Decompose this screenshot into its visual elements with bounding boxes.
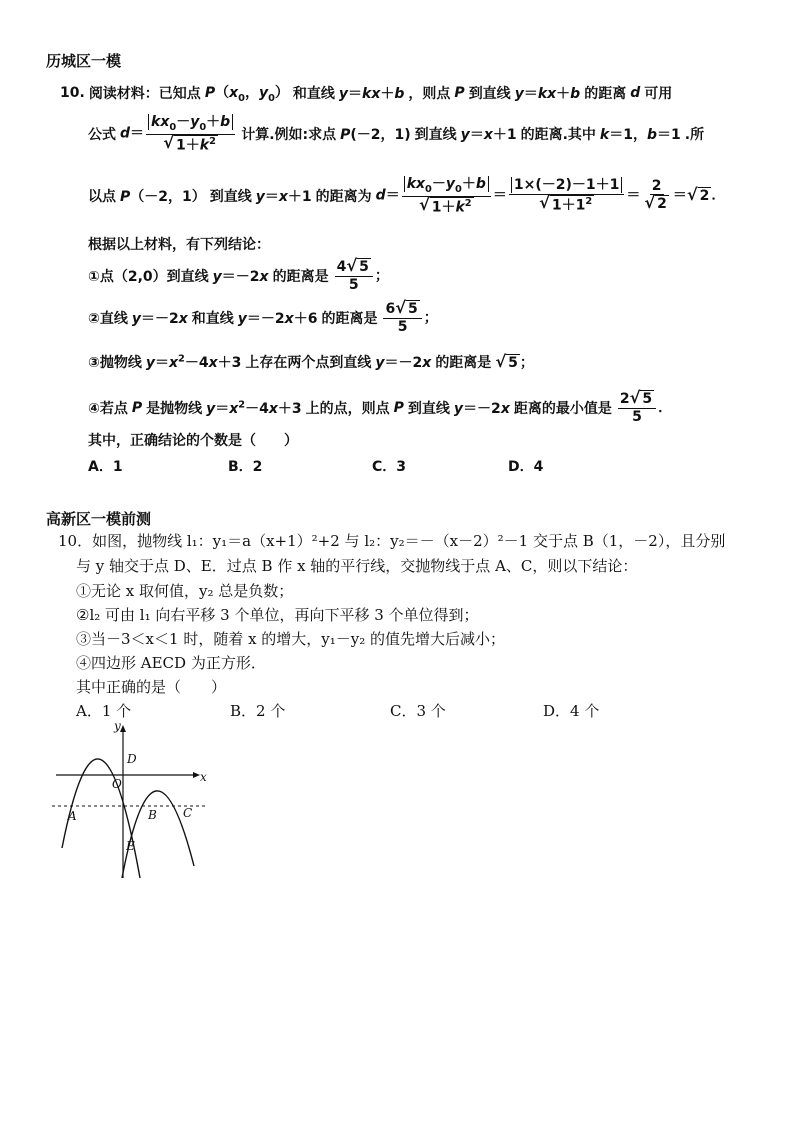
y-axis-arrow-icon — [120, 725, 126, 732]
s2-conclusion-2: ②l₂ 可由 l₁ 向右平移 3 个单位，再向下平移 3 个单位得到； — [76, 606, 479, 624]
s1-lead: 根据以上材料，有下列结论： — [88, 237, 270, 253]
example-computation: d＝ $kx_0-y_0+b$ √ $1+k^2$ ＝ 1×(－2)－1＋1 √ $1+1^2$ ＝ 2 √ 2 ＝ √ 2 ． — [375, 176, 726, 216]
label-o: O — [112, 777, 122, 791]
s2-question: 其中正确的是（ ） — [76, 678, 227, 696]
s1-intro-line: 10. 阅读材料：已知点 $P(x_0$，$y_0$） 和直线 y＝kx＋b ，则点 P 到直线 y＝kx＋b 的距离 d 可用 — [60, 84, 673, 104]
x-axis-arrow-icon — [193, 772, 200, 778]
label-e: E — [126, 839, 135, 853]
s2-option-b[interactable]: B．2 个 — [230, 702, 286, 720]
section1-heading: 历城区一模 — [46, 52, 122, 70]
s1-conclusion-2: ②直线 y＝－2x 和直线 y＝－2x＋6 的距离是 6 √ 5 5 ； — [88, 298, 438, 335]
label-x: x — [200, 770, 207, 784]
s2-conclusion-3: ③当－3＜x＜1 时，随着 x 的增大，y₁－y₂ 的值先增大后减小； — [76, 630, 506, 648]
s2-conclusion-1: ①无论 x 取何值，y₂ 总是负数； — [76, 582, 294, 600]
s1-conclusion-1: ①点（2,0）到直线 y＝－2x 的距离是 4 √ 5 5 ； — [88, 256, 389, 293]
s1-option-c[interactable]: C．3 — [372, 459, 407, 475]
label-b: B — [148, 808, 157, 822]
label-a: A — [68, 809, 77, 823]
s2-option-d[interactable]: D．4 个 — [543, 702, 600, 720]
parabola-figure — [50, 718, 210, 880]
s2-conclusion-4: ④四边形 AECD 为正方形． — [76, 654, 266, 672]
s2-line-1: 10．如图，抛物线 l₁：y₁＝a（x+1）²+2 与 l₂：y₂＝－（x－2）²－1 交于点 B（1，－2），且分别 — [58, 532, 726, 550]
s2-line-2: 与 y 轴交于点 D、E．过点 B 作 x 轴的平行线，交抛物线于点 A、C，则以下结论： — [76, 557, 638, 575]
s1-conclusion-4: ④若点 P 是抛物线 $y=x^2-4x+3$ 上的点，则点 P 到直线 y＝－2x 距离的最小值是 2 √ 5 5 ． — [88, 388, 673, 425]
distance-formula: d＝ $kx_0-y_0+b$ √ $1+k^2$ — [120, 114, 237, 153]
s1-option-a[interactable]: A．1 — [88, 459, 123, 475]
label-y: y — [114, 719, 121, 733]
s1-question-number: 10. — [60, 84, 85, 101]
s1-example-line: 以点 P（－2，1） 到直线 y＝x＋1 的距离为 d＝ $kx_0-y_0+b$ √ $1+k^2$ ＝ 1×(－2)－1＋1 √ $1+1^2$ ＝ 2 √ 2 ＝ √ 2 ． — [88, 176, 726, 216]
s1-formula-line: 公式 d＝ $kx_0-y_0+b$ √ $1+k^2$ 计算.例如:求点 P(－2，1) 到直线 y＝x＋1 的距离.其中 k＝1，b＝1 .所 — [88, 114, 705, 154]
label-c: C — [183, 806, 193, 820]
s1-conclusion-3: ③抛物线 $y=x^2-4x+3$ 上存在两个点到直线 y＝－2x 的距离是 √ 5 ； — [88, 352, 534, 371]
parabola-l2 — [122, 791, 194, 878]
section2-heading: 高新区一模前测 — [46, 510, 152, 528]
s1-option-b[interactable]: B．2 — [228, 459, 263, 475]
s2-option-a[interactable]: A．1 个 — [76, 702, 132, 720]
s1-option-d[interactable]: D．4 — [508, 459, 544, 475]
label-d: D — [127, 752, 137, 766]
s1-question: 其中，正确结论的个数是（ ） — [88, 433, 298, 449]
s2-option-c[interactable]: C．3 个 — [390, 702, 446, 720]
